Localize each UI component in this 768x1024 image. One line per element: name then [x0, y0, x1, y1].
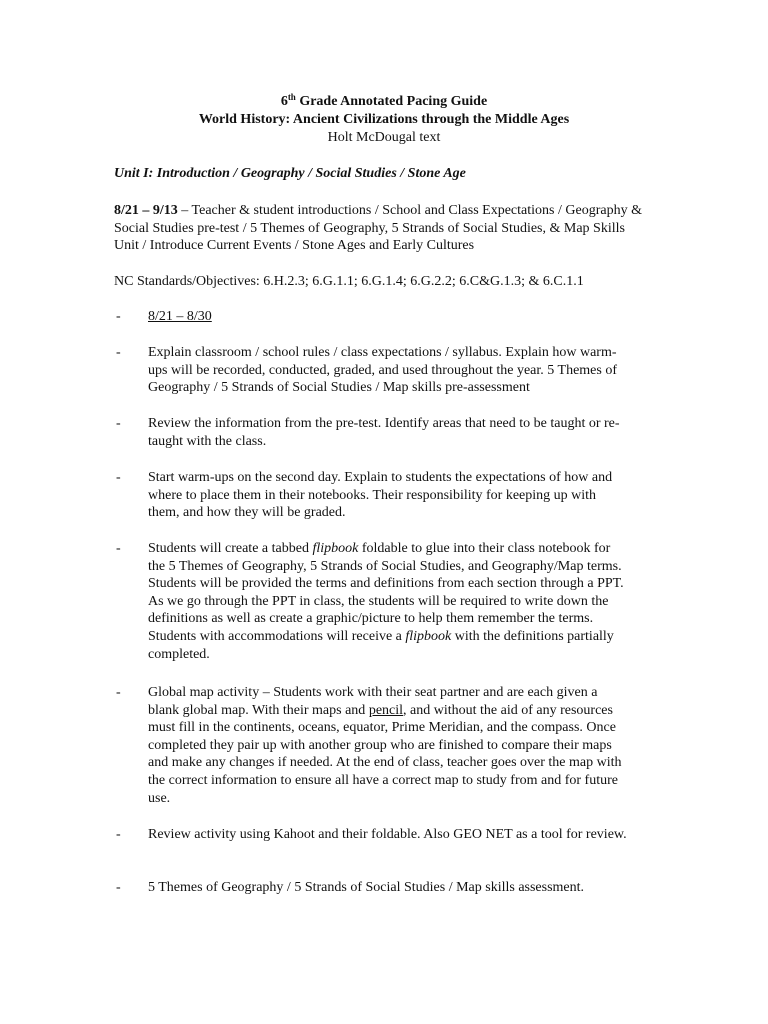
list-item-text	[148, 684, 628, 807]
unit-title: Unit I: Introduction / Geography / Social Studies / Stone Age	[114, 166, 466, 181]
list-item	[114, 540, 659, 663]
bullet-dash: -	[116, 880, 121, 895]
list-item	[114, 308, 659, 326]
list-item	[114, 415, 659, 450]
date-range-heading: 8/21 – 8/30	[148, 309, 212, 324]
nc-standards: NC Standards/Objectives: 6.H.2.3; 6.G.1.1; 6.G.1.4; 6.G.2.2; 6.C&G.1.3; & 6.C.1.1	[114, 274, 584, 289]
overview-dates: 8/21 – 9/13	[114, 203, 178, 218]
list-item	[114, 344, 659, 397]
bullet-dash: -	[116, 541, 121, 556]
document-title	[0, 93, 768, 111]
overview-text: – Teacher & student introductions / School and Class Expectations / Geography & Social Studies pre-test / 5 Themes of Geography, 5 Strands of Social Studies, & Map Skills Unit / Introduce Current Events / Stone Ages and Early Cultures	[114, 203, 642, 254]
list-item	[114, 469, 659, 522]
list-item-text: Review the information from the pre-test. Identify areas that need to be taught or re-taught with the class.	[148, 416, 620, 449]
text-run: , and without the aid of any resources must fill in the continents, oceans, equator, Prime Meridian, and the compass. Once completed they pair up with another group who are finished to compare their maps and make any changes if needed. At the end of class, teacher goes over the map with the correct information to ensure all have a correct map to study from and for future use.	[148, 702, 622, 806]
bullet-dash: -	[116, 685, 121, 700]
list-item-text: Review activity using Kahoot and their foldable. Also GEO NET as a tool for review.	[148, 827, 627, 842]
grade-number: 6	[280, 94, 288, 109]
underlined-pencil: pencil	[368, 702, 404, 718]
text-run: Global map activity – Students work with their seat partner and are each given a blank global map. With their maps and	[148, 685, 598, 718]
document-header	[0, 93, 768, 147]
bullet-dash: -	[116, 470, 121, 485]
title-rest: Grade Annotated Pacing Guide	[295, 94, 488, 109]
list-item	[114, 826, 659, 844]
bullet-dash: -	[116, 416, 121, 431]
emphasis-flipbook: flipbook	[405, 628, 452, 644]
text-run: with the definitions partially completed.	[148, 628, 614, 662]
list-item	[114, 879, 659, 897]
bullet-dash: -	[116, 309, 121, 324]
list-item	[114, 684, 659, 807]
unit-overview	[114, 202, 644, 255]
text-run: foldable to glue into their class notebook for the 5 Themes of Geography, 5 Strands of Social Studies, and Geography/Map terms. Students will be provided the terms and definitions from each section through a PPT. As we go through the PPT in class, the students will be required to write down the definitions as well as create a graphic/picture to help them remember the terms. Students with accommodations will receive a	[148, 541, 624, 644]
grade-ordinal: th	[287, 92, 296, 102]
bullet-dash: -	[116, 827, 121, 842]
list-item-text: Start warm-ups on the second day. Explain to students the expectations of how and where to place them in their notebooks. Their responsibility for keeping up with them, and how they will be graded.	[148, 470, 613, 521]
bullet-dash: -	[116, 345, 121, 360]
text-run: Students will create a tabbed	[148, 541, 313, 556]
list-item-text: 5 Themes of Geography / 5 Strands of Social Studies / Map skills assessment.	[148, 880, 585, 895]
document-subtitle: World History: Ancient Civilizations through the Middle Ages	[198, 112, 570, 127]
list-item-text: Explain classroom / school rules / class expectations / syllabus. Explain how warm-ups will be recorded, conducted, graded, and used throughout the year. 5 Themes of Geography / 5 Strands of Social Studies / Map skills pre-assessment	[148, 345, 617, 396]
emphasis-flipbook: flipbook	[312, 541, 359, 556]
list-item-text	[148, 540, 628, 663]
textbook-source: Holt McDougal text	[327, 130, 441, 145]
